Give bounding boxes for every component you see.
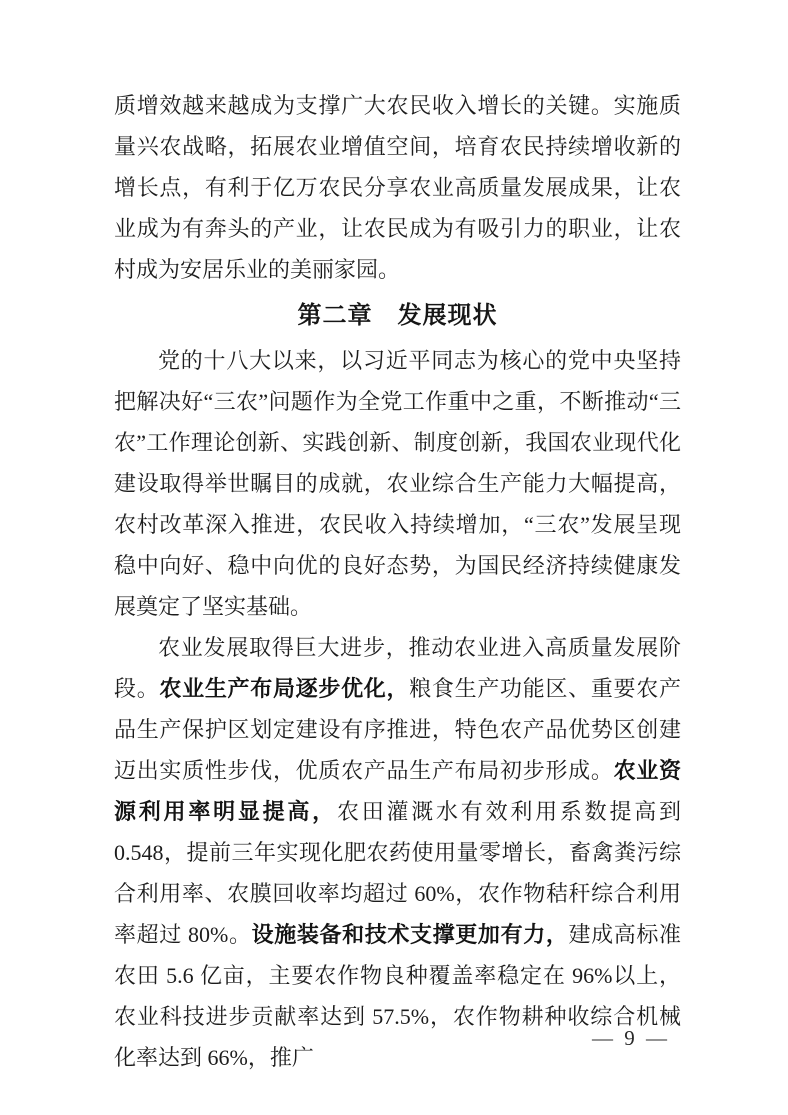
text-run: 农田灌溉水有效利用系数提高到 0.548，提前三年实现化肥农药使用量零增长，畜禽粪污综合利用率、农膜回收率均超过 60%，农作物秸秆综合利用率超过 80%。 (114, 799, 681, 947)
paragraph-3 (114, 627, 681, 1078)
paragraph-2: 党的十八大以来，以习近平同志为核心的党中央坚持把解决好“三农”问题作为全党工作重中之重，不断推动“三农”工作理论创新、实践创新、制度创新，我国农业现代化建设取得举世瞩目的成就，农业综合生产能力大幅提高，农村改革深入推进，农民收入持续增加，“三农”发展呈现稳中向好、稳中向优的良好态势，为国民经济持续健康发展奠定了坚实基础。 (114, 348, 681, 619)
bold-text-run: 设施装备和技术支撑更加有力， (251, 922, 569, 947)
bold-text-run: 农业生产布局逐步优化， (159, 676, 410, 701)
page-number: — 9 — (592, 1026, 670, 1050)
paragraph-1: 质增效越来越成为支撑广大农民收入增长的关键。实施质量兴农战略，拓展农业增值空间，培育农民持续增收新的增长点，有利于亿万农民分享农业高质量发展成果，让农业成为有奔头的产业，让农民成为有吸引力的职业，让农村成为安居乐业的美丽家园。 (114, 93, 681, 282)
text-run: 建成高标准农田 5.6 亿亩，主要农作物良种覆盖率稳定在 96%以上，农业科技进步贡献率达到 57.5%，农作物耕种收综合机械化率达到 66%，推广 (114, 922, 681, 1070)
bold-text-run: 农业资源利用率明显提高， (114, 758, 681, 824)
chapter-heading: 第二章 发展现状 (297, 302, 498, 329)
document-body (114, 85, 681, 1078)
text-run: 粮食生产功能区、重要农产品生产保护区划定建设有序推进，特色农产品优势区创建迈出实质性步伐，优质农产品生产布局初步形成。 (114, 676, 681, 783)
text-run: 农业发展取得巨大进步，推动农业进入高质量发展阶段。 (114, 635, 681, 701)
